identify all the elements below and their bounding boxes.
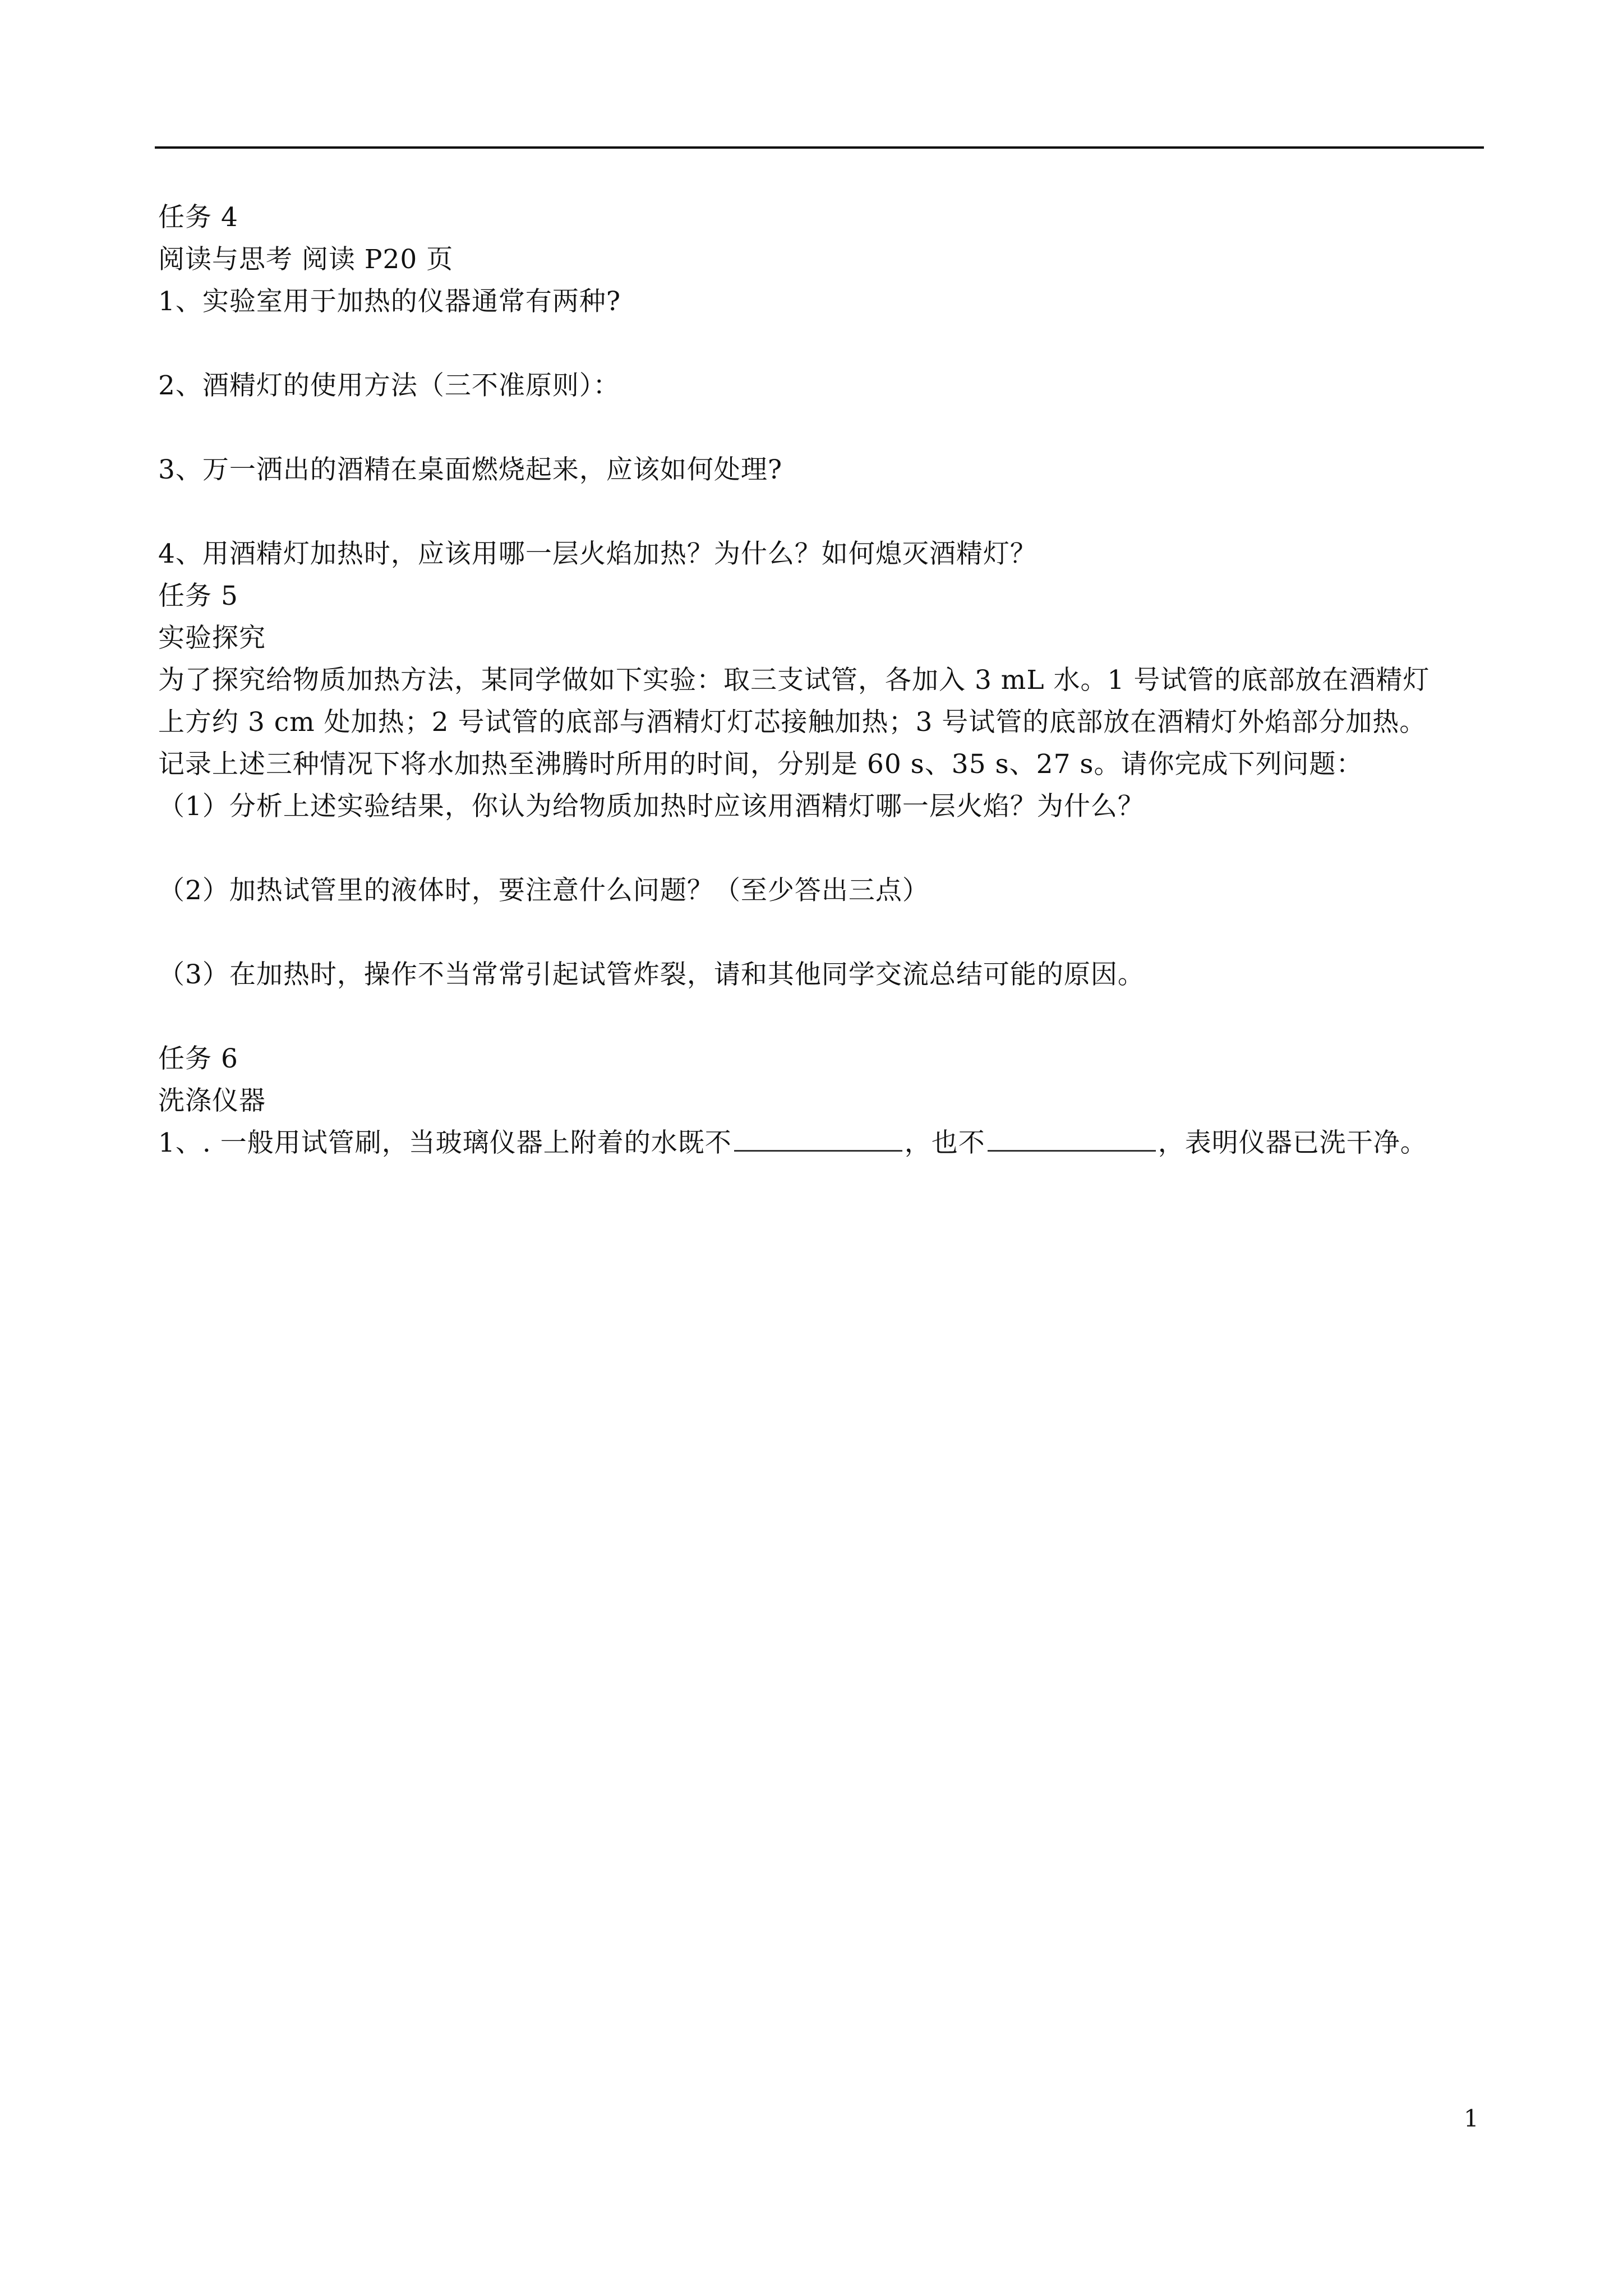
- task6-subheading: 洗涤仪器: [158, 1085, 266, 1116]
- task6-question-1-part-2: ，也不: [904, 1128, 985, 1158]
- fill-in-blank-1[interactable]: [734, 1123, 902, 1152]
- answer-space: [158, 827, 1487, 869]
- task5-question-2: （2）加热试管里的液体时，要注意什么问题？（至少答出三点）: [158, 875, 929, 906]
- header-rule: [155, 146, 1484, 149]
- page-number: 1: [1464, 2105, 1479, 2132]
- answer-space: [158, 912, 1487, 954]
- answer-space: [158, 407, 1487, 449]
- task4-question-2: 2、酒精灯的使用方法（三不准原则）：: [158, 370, 620, 401]
- task5-paragraph-line-1: 为了探究给物质加热方法，某同学做如下实验：取三支试管，各加入 3 mL 水。1 号试管的底部放在酒精灯: [158, 665, 1430, 696]
- answer-space: [158, 491, 1487, 533]
- task5-paragraph-line-3: 记录上述三种情况下将水加热至沸腾时所用的时间，分别是 60 s、35 s、27 s。请你完成下列问题：: [158, 749, 1363, 780]
- task6-question-1-part-3: ，表明仪器已洗干净。: [1158, 1128, 1427, 1158]
- task5-question-3: （3）在加热时，操作不当常常引起试管炸裂，请和其他同学交流总结可能的原因。: [158, 959, 1145, 990]
- task4-question-1: 1、实验室用于加热的仪器通常有两种?: [158, 286, 621, 317]
- answer-space: [158, 323, 1487, 365]
- task4-question-4: 4、用酒精灯加热时，应该用哪一层火焰加热？为什么？如何熄灭酒精灯？: [158, 539, 1037, 569]
- worksheet-content: [158, 196, 1487, 1164]
- task5-paragraph-line-2: 上方约 3 cm 处加热；2 号试管的底部与酒精灯灯芯接触加热；3 号试管的底部放在酒精灯外焰部分加热。: [158, 707, 1427, 738]
- task4-subheading: 阅读与思考 阅读 P20 页: [158, 244, 454, 275]
- answer-space: [158, 996, 1487, 1038]
- task6-question-1: [158, 1122, 1487, 1164]
- fill-in-blank-2[interactable]: [988, 1123, 1156, 1152]
- task4-question-3: 3、万一洒出的酒精在桌面燃烧起来，应该如何处理?: [158, 454, 783, 485]
- task6-heading: 任务 6: [158, 1043, 238, 1074]
- task6-question-1-part-1: 1、. 一般用试管刷，当玻璃仪器上附着的水既不: [158, 1128, 732, 1158]
- task5-question-1: （1）分析上述实验结果，你认为给物质加热时应该用酒精灯哪一层火焰？为什么？: [158, 791, 1145, 822]
- task4-heading: 任务 4: [158, 202, 238, 233]
- task5-subheading: 实验探究: [158, 623, 266, 654]
- task5-heading: 任务 5: [158, 581, 238, 611]
